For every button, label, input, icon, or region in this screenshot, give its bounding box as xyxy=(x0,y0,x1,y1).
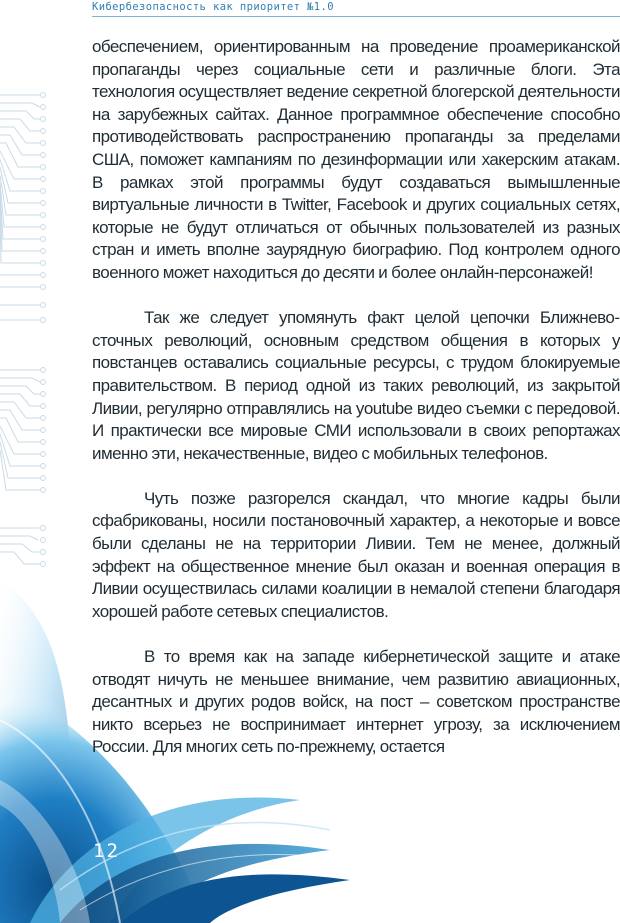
paragraph: обеспечением, ориентированным на проведение проамериканской пропаганды через социальные сети и различные блоги. Эта технология осуществляет ведение секретной блогерской деятельности на зарубежных сайтах. Данное программное обеспечение способно противодействовать распространению пропаганды за пределами США, поможет кампаниям по дезинформации или хакерским атакам. В рамках этой программы будут создаваться вымышленные виртуальные личности в Twitter, Facebook и других социальных сетях, которые не будут отличаться от обычных пользователей из разных стран и иметь вполне заурядную биографию. Под контролем одного военного может находиться до десяти и более онлайн-персонажей! xyxy=(92,37,620,282)
circuit-pattern-icon xyxy=(0,80,60,580)
body-text xyxy=(92,36,620,782)
paragraph: Так же следует упомянуть факт целой цепочки Ближневосточных революций, основным средством общения в которых у повстанцев оставались социальные ресурсы, с трудом блокируемые правительством. В период одной из таких революций, из закрытой Ливии, регулярно отправлялись на youtube видео съемки с передовой. И практически все мировые СМИ использовали в своих репортажах именно эти, некачественные, видео с мобильных телефонов. xyxy=(92,308,620,463)
header-rule xyxy=(92,16,620,17)
paragraph: Чуть позже разгорелся скандал, что многие кадры были сфабрикованы, носили постановочный характер, а некоторые и вовсе были сделаны не на территории Ливии. Тем не менее, должный эффект на общественное мнение был оказан и военная операция в Ливии осуществилась силами коалиции в немалой степени благодаря хорошей работе сетевых специалистов. xyxy=(92,488,620,621)
running-header: Кибербезопасность как приоритет №1.0 xyxy=(92,1,334,13)
paragraph: В то время как на западе кибернетической защите и атаке отводят ничуть не меньшее внимание, чем развитию авиационных, десантных и других родов войск, на пост – советском пространстве никто всерьез не воспринимает интернет угрозу, за исключением России. Для многих сеть по-прежнему, остается xyxy=(92,647,620,757)
page-number: 12 xyxy=(93,840,120,862)
